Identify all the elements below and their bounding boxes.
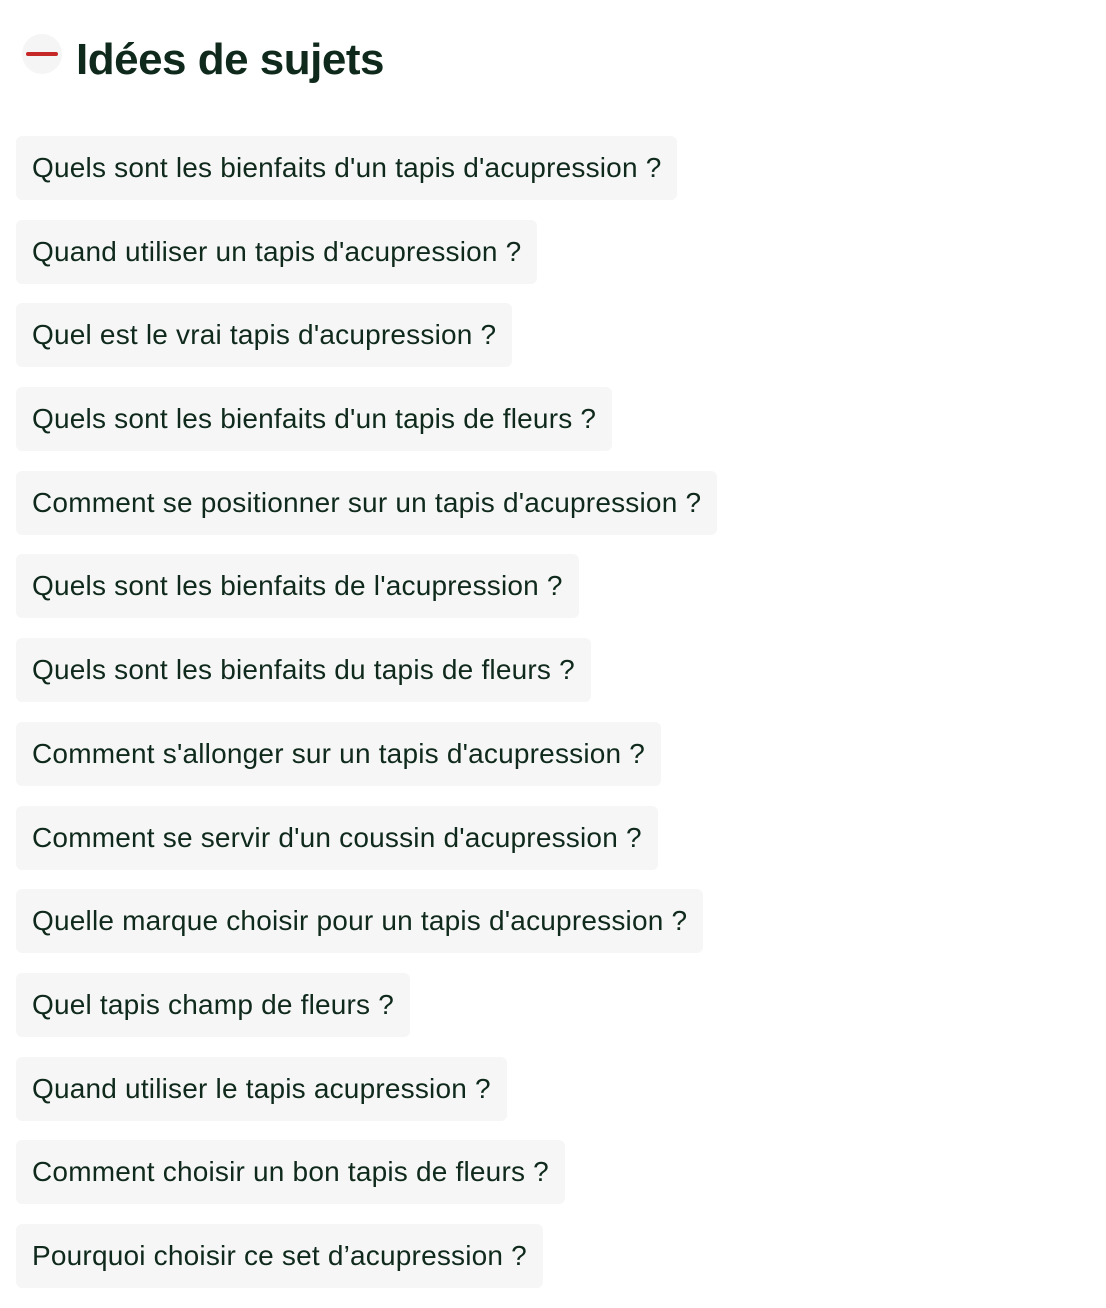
list-item (16, 220, 717, 284)
list-item (16, 471, 717, 535)
section-header (22, 30, 384, 90)
list-item (16, 889, 717, 953)
list-item (16, 973, 717, 1037)
topic-chip[interactable]: Comment choisir un bon tapis de fleurs ? (16, 1140, 565, 1204)
list-item (16, 387, 717, 451)
topic-list (16, 136, 717, 1308)
topic-chip[interactable]: Quels sont les bienfaits de l'acupression ? (16, 554, 579, 618)
list-item (16, 638, 717, 702)
minus-icon (26, 52, 58, 56)
topic-chip[interactable]: Pourquoi choisir ce set d’acupression ? (16, 1224, 543, 1288)
topic-chip[interactable]: Quels sont les bienfaits du tapis de fleurs ? (16, 638, 591, 702)
topic-chip[interactable]: Quand utiliser un tapis d'acupression ? (16, 220, 537, 284)
collapse-toggle-button[interactable] (22, 34, 62, 74)
list-item (16, 722, 717, 786)
topic-chip[interactable]: Quand utiliser le tapis acupression ? (16, 1057, 507, 1121)
topic-chip[interactable]: Quel est le vrai tapis d'acupression ? (16, 303, 512, 367)
topic-chip[interactable]: Quel tapis champ de fleurs ? (16, 973, 410, 1037)
topic-chip[interactable]: Comment s'allonger sur un tapis d'acupression ? (16, 722, 661, 786)
list-item (16, 1140, 717, 1204)
topic-chip[interactable]: Quels sont les bienfaits d'un tapis d'acupression ? (16, 136, 677, 200)
list-item (16, 806, 717, 870)
topic-chip[interactable]: Quelle marque choisir pour un tapis d'acupression ? (16, 889, 703, 953)
list-item (16, 303, 717, 367)
list-item (16, 1224, 717, 1288)
list-item (16, 554, 717, 618)
topic-chip[interactable]: Comment se positionner sur un tapis d'acupression ? (16, 471, 717, 535)
section-title: Idées de sujets (76, 35, 384, 84)
list-item (16, 136, 717, 200)
topic-chip[interactable]: Quels sont les bienfaits d'un tapis de fleurs ? (16, 387, 612, 451)
list-item (16, 1057, 717, 1121)
topic-chip[interactable]: Comment se servir d'un coussin d'acupression ? (16, 806, 658, 870)
